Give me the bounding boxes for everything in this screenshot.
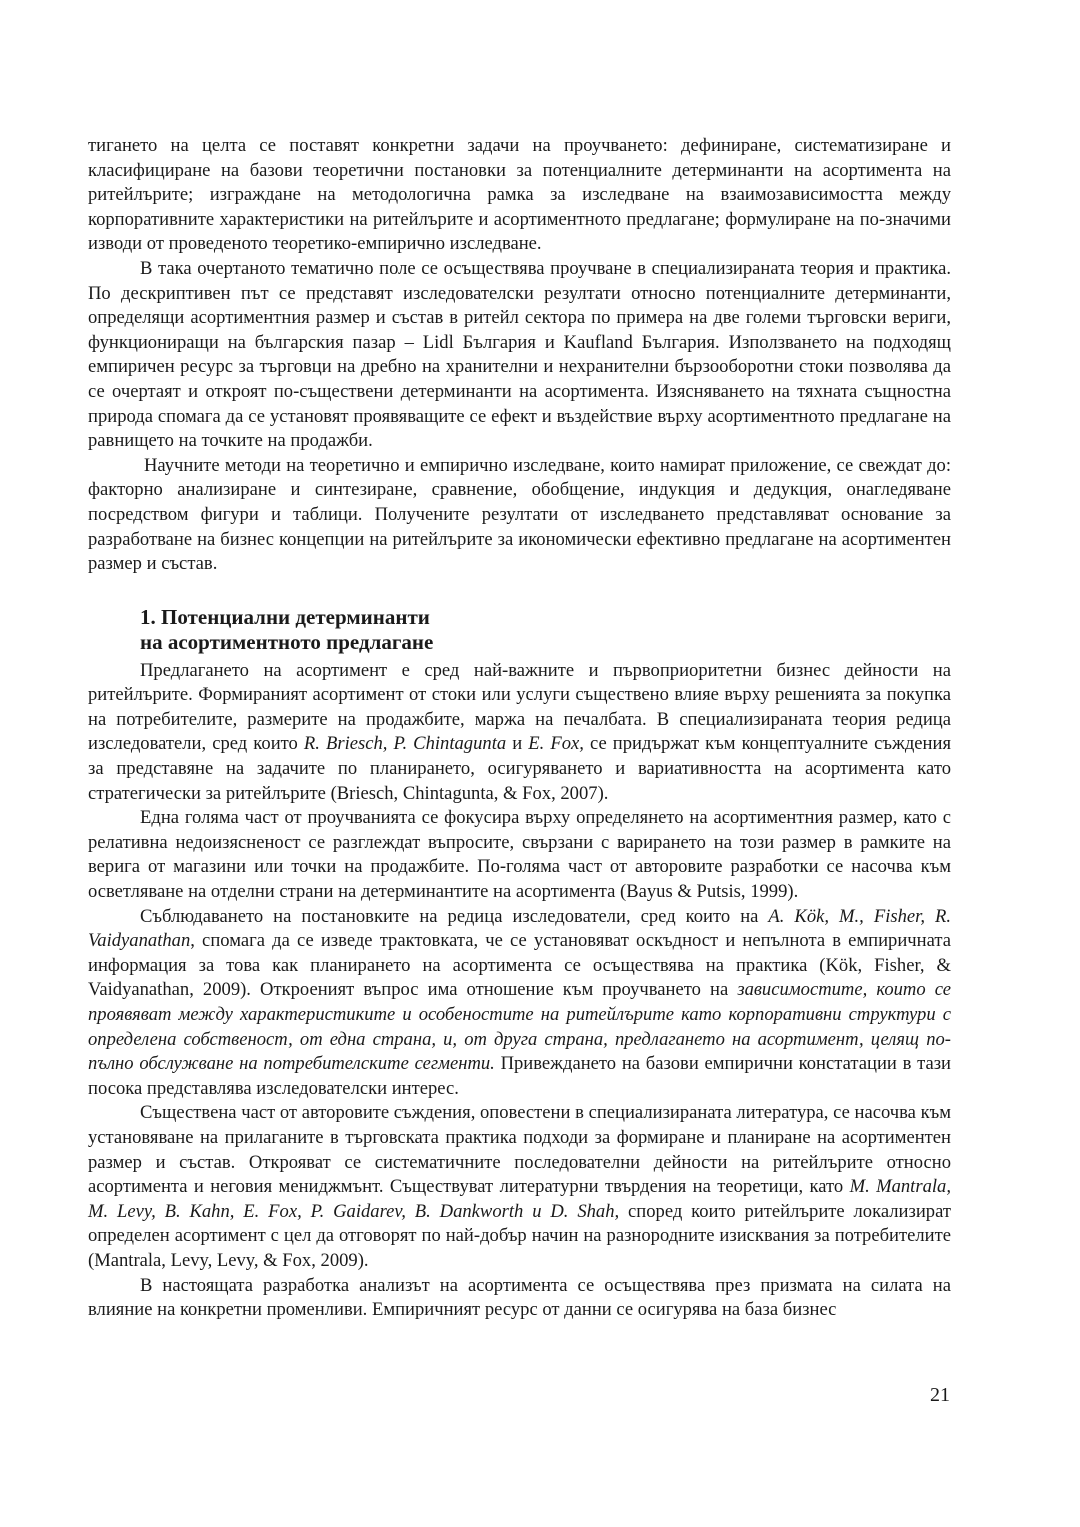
section-heading — [88, 605, 951, 655]
text-run: Съществена част от авторовите съждения, оповестени в специализираната литература, се насочва към установяване на прилаганите в търговската практика подходи за формиране и планиране на асортиментен размер и състав. Открояват се систематичните последователни дейности на ритейлърите относно асортимента и неговия мениджмънт. Съществуват литературни твърдения на теоретици, като — [88, 1102, 951, 1198]
emphasized-text: зависимостите, които се проявяват между характеристиките и особеностите на ритейлърите като корпоративни структури с определена собственост, от една страна, и, от друга страна, предлагането на асортимент, целящ по-пълно обслужване на потребителските сегменти. — [88, 979, 951, 1075]
paragraph-methods: Научните методи на теоретично и емпирично изследване, които намират приложение, се свеждат до: факторно анализиране и синтезиране, сравнение, обобщение, индукция и дедукция, онагледяване посредством фигури и таблици. Получените резултати от изследването представляват основание за разработване на бизнес концепции на ритейлърите за икономически ефективно предлагане на асортиментен размер и състав. — [88, 454, 951, 575]
text-run: и — [506, 733, 529, 755]
page-body — [88, 134, 951, 1323]
paragraph-thematic-field: В така очертаното тематично поле се осъществява проучване в специализираната теория и практика. По дескриптивен път се представят изследователски резултати относно потенциалните детерминанти, определящи асортиментния размер и състав в ритейл сектора по примера на две големи търговски вериги, функциониращи на българския пазар – Lidl България и Kaufland България. Използването на подходящ емпиричен ресурс за търговци на дребно на хранителни и нехранителни бързооборотни стоки позволява да се очертаят и откроят по-съществени детерминанти на асортимента. Изясняването на тяхната същностна природа спомага да се установят проявяващите се ефект и въздействие върху асортиментното предлагане на равнището на точките на продажби. — [88, 257, 951, 452]
authors-citation: R. Briesch, P. Chintagunta — [303, 733, 507, 755]
authors-citation: M. Mantrala, M. Levy, B. Kahn, E. Fox, P. Gaidarev, B. Dankworth и D. Shah, — [88, 1176, 951, 1222]
authors-citation: E. Fox, — [528, 733, 584, 755]
text-run: Съблюдаването на постановките на редица изследователи, сред които на — [140, 905, 769, 927]
paragraph-assortment-offer — [88, 659, 951, 807]
paragraph-assortment-size: Една голяма част от проучванията се фокусира върху определянето на асортиментния размер, като с релативна недоизясненост се разглеждат въпросите, свързани с варирането на този размер в рамките на верига от магазини или точки на продажбите. По-голяма част от авторовите разработки се насочва към осветляване на отделни страни на детерминантите на асортимента (Bayus & Putsis, 1999). — [88, 807, 951, 903]
authors-citation: A. Kök, M., Fisher, R. Vaidyanathan — [88, 905, 951, 952]
text-run: , спомага да се изведе трактовката, че се установяват оскъдност и непълнота в емпиричната информация за това как планирането на асортимента се осъществява на практика (Kök, Fisher, & Vaidyanathan, 2009). Откроеният въпрос има отношение към проучването на — [88, 930, 951, 1001]
section-heading-line-1: 1. Потенциални детерминанти — [140, 604, 430, 629]
paragraph-literature — [88, 1101, 951, 1273]
paragraph-analysis: В настоящата разработка анализът на асортимента се осъществява през призмата на силата на влияние на конкретни променливи. Емпиричният ресурс от данни се осигурява на база бизнес — [88, 1274, 951, 1321]
text-run: Предлагането на асортимент е сред най-важните и първоприоритетни бизнес дейности на ритейлърите. Формираният асортимент от стоки или услуги съществено влияе върху решенията за покупка на потребителите, размерите на продажбите, маржа на печалбата. В специализираната теория редица изследователи, сред които — [88, 659, 951, 755]
section-heading-line-2: на асортиментното предлагане — [140, 629, 434, 654]
text-run: според които ритейлърите локализират определен асортимент с цел да отговорят по най-добър начин на разнородните изисквания за потребителите (Mantrala, Levy, Levy, & Fox, 2009). — [88, 1200, 951, 1271]
paragraph-objectives: тигането на целта се поставят конкретни задачи на проучването: дефиниране, систематизиране и класифициране на базови теоретични постановки за потенциалните детерминанти на асортимента на ритейлърите; изграждане на методологична рамка за изследване на взаимозависимостта между корпоративните характеристики на ритейлърите и асортиментното предлагане; формулиране на по-значими изводи от проведеното теоретико-емпирично изследване. — [88, 135, 951, 255]
text-run: се придържат към концептуалните съждения за представяне на задачите по планирането, осигуряването и вариативността на асортимента като стратегически за ритейлърите (Briesch, Chintagunta, & Fox, 2007). — [88, 733, 951, 804]
paragraph-researchers — [88, 905, 951, 1102]
page-number: 21 — [930, 1384, 950, 1406]
text-run: Привеждането на базови емпирични констатации в тази посока представлява изследователски интерес. — [88, 1053, 952, 1099]
